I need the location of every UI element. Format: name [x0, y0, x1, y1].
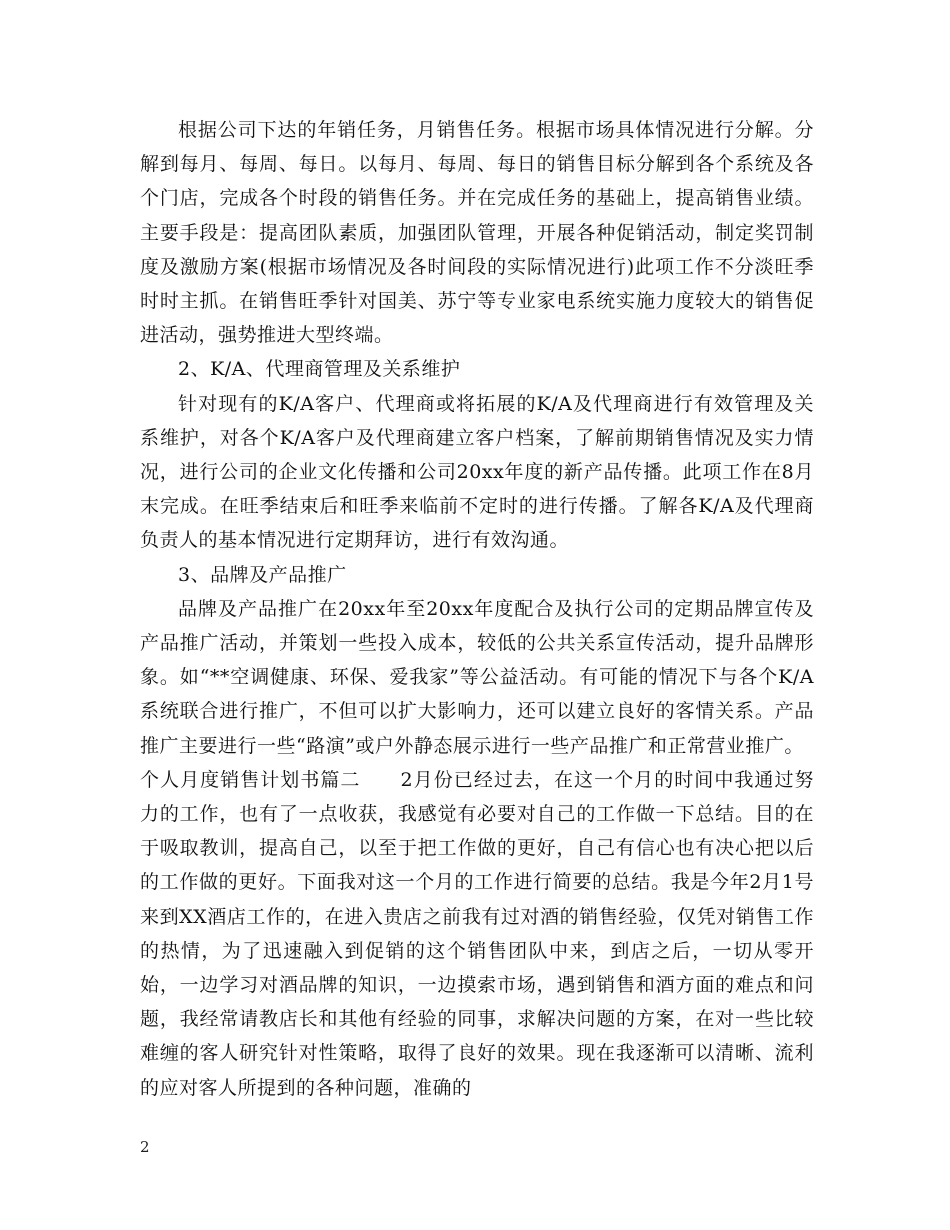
paragraph-ka-agents: 针对现有的K/A客户、代理商或将拓展的K/A及代理商进行有效管理及关系维护，对各个K/A客户及代理商建立客户档案，了解前期销售情况及实力情况，进行公司的企业文化传播和公司20xx年度的新产品传播。此项工作在8月末完成。在旺季结束后和旺季来临前不定时的进行传播。了解各K/A及代理商负责人的基本情况进行定期拜访，进行有效沟通。: [140, 392, 814, 552]
section-heading-brand-promotion: 3、品牌及产品推广: [178, 563, 347, 586]
paragraph-brand-promotion: 品牌及产品推广在20xx年至20xx年度配合及执行公司的定期品牌宣传及产品推广活动，并策划一些投入成本，较低的公共关系宣传活动，提升品牌形象。如“**空调健康、环保、爱我家”等公益活动。有可能的情况下与各个K/A系统联合进行推广，不但可以扩大影响力，还可以建立良好的客情关系。产品推广主要进行一些“路演”或户外静态展示进行一些产品推广和正常营业推广。: [140, 597, 814, 757]
page-number: 2: [140, 1138, 150, 1156]
paragraph-monthly-plan-part-two: 个人月度销售计划书篇二 2月份已经过去，在这一个月的时间中我通过努力的工作，也有了一点收获，我感觉有必要对自己的工作做一下总结。目的在于吸取教训，提高自己，以至于把工作做的更好，自己有信心也有决心把以后的工作做的更好。下面我对这一个月的工作进行简要的总结。我是今年2月1号来到XX酒店工作的，在进入贵店之前我有过对酒的销售经验，仅凭对销售工作的热情，为了迅速融入到促销的这个销售团队中来，到店之后，一切从零开始，一边学习对酒品牌的知识，一边摸索市场，遇到销售和酒方面的难点和问题，我经常请教店长和其他有经验的同事，求解决问题的方案，在对一些比较难缠的客人研究针对性策略，取得了良好的效果。现在我逐渐可以清晰、流利的应对客人所提到的各种问题，准确的: [140, 768, 814, 1099]
section-heading-ka-agents: 2、K/A、代理商管理及关系维护: [178, 358, 461, 381]
paragraph-sales-tasks: 根据公司下达的年销任务，月销售任务。根据市场具体情况进行分解。分解到每月、每周、每日。以每月、每周、每日的销售目标分解到各个系统及各个门店，完成各个时段的销售任务。并在完成任务的基础上，提高销售业绩。主要手段是：提高团队素质，加强团队管理，开展各种促销活动，制定奖罚制度及激励方案(根据市场情况及各时间段的实际情况进行)此项工作不分淡旺季时时主抓。在销售旺季针对国美、苏宁等专业家电系统实施力度较大的销售促进活动，强势推进大型终端。: [140, 119, 814, 347]
document-body: [140, 113, 814, 1105]
